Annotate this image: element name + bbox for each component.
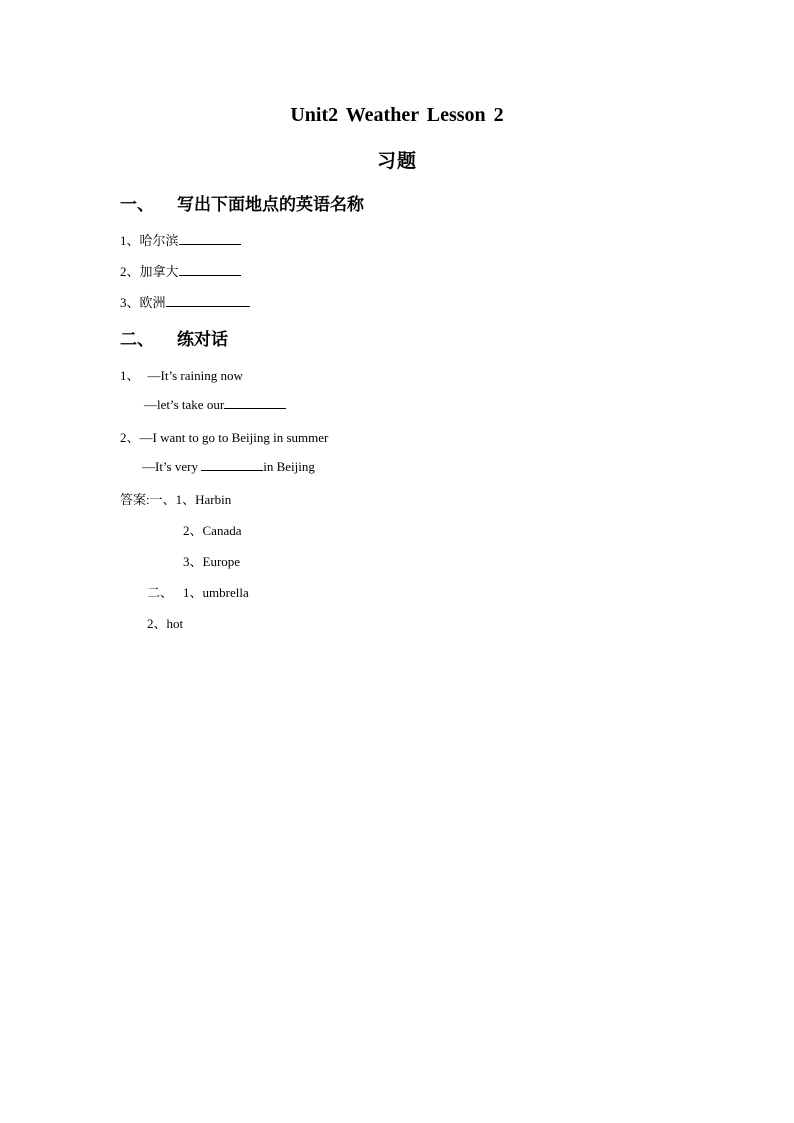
page-subtitle: 习题: [376, 151, 417, 172]
section-1-title: 写出下面地点的英语名称: [177, 195, 364, 214]
answer-blank: [166, 294, 250, 307]
item-text: 哈尔滨: [139, 233, 179, 248]
item-text: 加拿大: [139, 264, 179, 279]
item-number: 3、: [120, 295, 140, 310]
answer-item: 2、hot: [147, 616, 184, 631]
answers-label: 答案:: [120, 492, 150, 507]
dialogue-1-line-2: [144, 396, 286, 413]
answer-blank: [179, 232, 241, 245]
section-1-number: 一、: [120, 195, 154, 214]
dialogue-2-line-2: [142, 458, 315, 475]
answers-part-1-number: 一、: [149, 492, 176, 507]
answer-blank: [179, 263, 241, 276]
section-2-number: 二、: [120, 330, 154, 349]
answer-blank: [224, 396, 286, 409]
dialogue-2-line-1: [120, 427, 328, 446]
dialogue-number: 1、: [120, 368, 140, 383]
dialogue-1-line-1: [120, 365, 243, 384]
section-2-title: 练对话: [177, 330, 228, 349]
exercise-item-3: [120, 292, 250, 311]
answer-blank: [201, 458, 263, 471]
dialogue-text: in Beijing: [263, 459, 315, 474]
section-2-heading: [120, 325, 228, 350]
dialogue-text: —let’s take our: [144, 397, 225, 412]
exercise-item-2: [120, 261, 241, 280]
answers-line-4: [147, 582, 249, 601]
dialogue-text: —It’s very: [142, 459, 202, 474]
item-text: 欧洲: [139, 295, 166, 310]
page-title: Unit2 Weather Lesson 2: [290, 104, 504, 126]
answer-item: 1、umbrella: [183, 585, 249, 600]
item-number: 2、: [120, 264, 140, 279]
section-1-heading: [120, 190, 364, 215]
exercise-item-1: [120, 230, 241, 249]
answer-item: 1、Harbin: [175, 492, 232, 507]
dialogue-number: 2、: [120, 430, 140, 445]
answers-line-2: [183, 520, 241, 539]
answers-line-3: [183, 551, 240, 570]
dialogue-text: —It’s raining now: [147, 368, 243, 383]
item-number: 1、: [120, 233, 140, 248]
answers-line-1: [120, 489, 231, 508]
answers-line-5: [147, 613, 183, 632]
answer-item: 2、Canada: [183, 523, 242, 538]
dialogue-text: —I want to go to Beijing in summer: [139, 430, 329, 445]
answers-part-2-number: 二、: [147, 585, 174, 600]
answer-item: 3、Europe: [183, 554, 241, 569]
